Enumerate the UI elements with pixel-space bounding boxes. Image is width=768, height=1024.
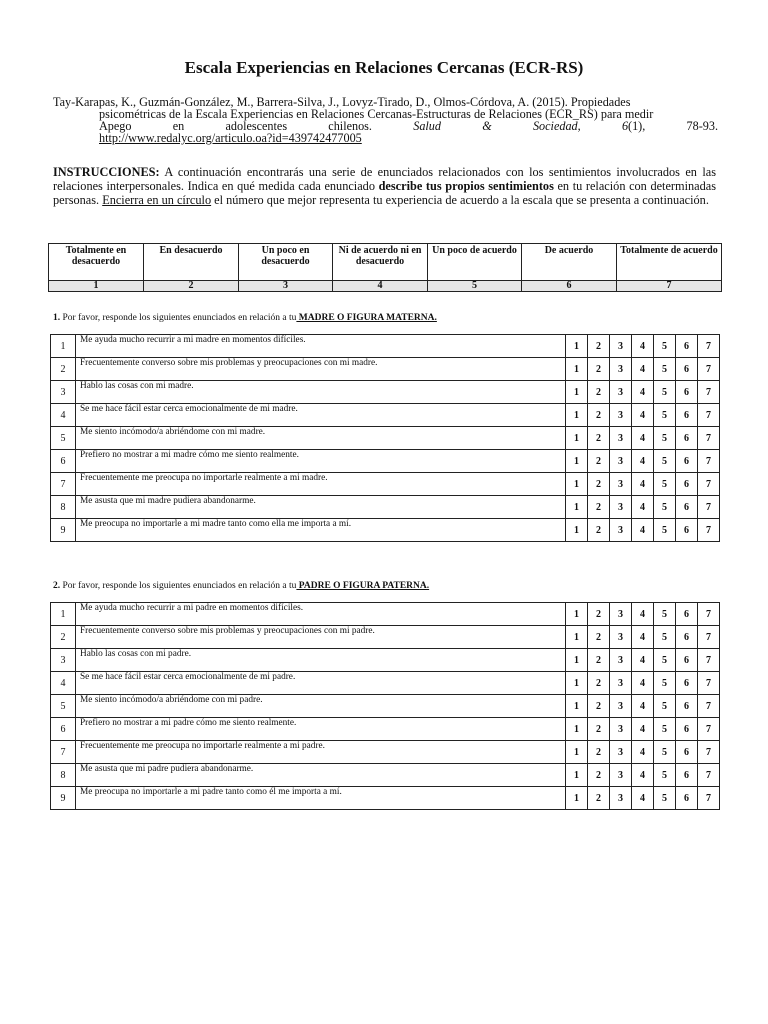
response-option-7[interactable]: 7 bbox=[698, 695, 720, 718]
response-option-7[interactable]: 7 bbox=[698, 404, 720, 427]
response-option-4[interactable]: 4 bbox=[632, 335, 654, 358]
item-statement: Hablo las cosas con mi madre. bbox=[76, 381, 566, 404]
scale-label: Ni de acuerdo ni en desacuerdo bbox=[333, 244, 428, 281]
item-row bbox=[51, 381, 720, 404]
response-option-4[interactable]: 4 bbox=[632, 764, 654, 787]
response-option-6[interactable]: 6 bbox=[676, 427, 698, 450]
response-option-3[interactable]: 3 bbox=[610, 473, 632, 496]
scale-label: Un poco en desacuerdo bbox=[239, 244, 333, 281]
item-row bbox=[51, 603, 720, 626]
item-statement: Se me hace fácil estar cerca emocionalmente de mi madre. bbox=[76, 404, 566, 427]
response-option-4[interactable]: 4 bbox=[632, 603, 654, 626]
response-option-7[interactable]: 7 bbox=[698, 427, 720, 450]
item-row bbox=[51, 473, 720, 496]
response-option-6[interactable]: 6 bbox=[676, 626, 698, 649]
response-option-2[interactable]: 2 bbox=[588, 649, 610, 672]
response-option-7[interactable]: 7 bbox=[698, 672, 720, 695]
item-statement: Frecuentemente converso sobre mis problemas y preocupaciones con mi madre. bbox=[76, 358, 566, 381]
item-row bbox=[51, 695, 720, 718]
response-option-1[interactable]: 1 bbox=[566, 519, 588, 542]
response-option-7[interactable]: 7 bbox=[698, 335, 720, 358]
response-option-1[interactable]: 1 bbox=[566, 603, 588, 626]
response-option-5[interactable]: 5 bbox=[654, 519, 676, 542]
response-option-6[interactable]: 6 bbox=[676, 764, 698, 787]
item-number: 5 bbox=[51, 427, 76, 450]
response-option-4[interactable]: 4 bbox=[632, 519, 654, 542]
response-option-1[interactable]: 1 bbox=[566, 381, 588, 404]
citation-volume: 6 bbox=[621, 119, 629, 133]
response-option-3[interactable]: 3 bbox=[610, 404, 632, 427]
item-statement: Frecuentemente converso sobre mis problemas y preocupaciones con mi padre. bbox=[76, 626, 566, 649]
response-option-4[interactable]: 4 bbox=[632, 695, 654, 718]
response-option-2[interactable]: 2 bbox=[588, 718, 610, 741]
instructions-underline: Encierra en un círculo bbox=[102, 193, 212, 208]
response-option-3[interactable]: 3 bbox=[610, 519, 632, 542]
scale-labels-row bbox=[49, 244, 722, 281]
response-option-2[interactable]: 2 bbox=[588, 741, 610, 764]
response-option-4[interactable]: 4 bbox=[632, 741, 654, 764]
item-row bbox=[51, 519, 720, 542]
item-statement: Prefiero no mostrar a mi padre cómo me siento realmente. bbox=[76, 718, 566, 741]
response-option-3[interactable]: 3 bbox=[610, 649, 632, 672]
response-option-6[interactable]: 6 bbox=[676, 381, 698, 404]
response-option-6[interactable]: 6 bbox=[676, 718, 698, 741]
response-option-6[interactable]: 6 bbox=[676, 649, 698, 672]
response-option-4[interactable]: 4 bbox=[632, 404, 654, 427]
scale-number: 2 bbox=[144, 281, 239, 292]
response-option-1[interactable]: 1 bbox=[566, 695, 588, 718]
item-number: 2 bbox=[51, 358, 76, 381]
response-option-7[interactable]: 7 bbox=[698, 496, 720, 519]
response-option-1[interactable]: 1 bbox=[566, 718, 588, 741]
response-option-6[interactable]: 6 bbox=[676, 741, 698, 764]
response-option-2[interactable]: 2 bbox=[588, 764, 610, 787]
section-2-items bbox=[50, 602, 720, 810]
item-statement: Se me hace fácil estar cerca emocionalmente de mi padre. bbox=[76, 672, 566, 695]
response-option-3[interactable]: 3 bbox=[610, 787, 632, 810]
response-option-5[interactable]: 5 bbox=[654, 450, 676, 473]
item-statement: Hablo las cosas con mi padre. bbox=[76, 649, 566, 672]
instructions-text-2: en tu relación con determinadas personas. bbox=[53, 179, 717, 208]
instructions-bold: describe tus propios sentimientos bbox=[378, 179, 554, 194]
response-option-2[interactable]: 2 bbox=[588, 787, 610, 810]
item-statement: Me preocupa no importarle a mi madre tanto como ella me importa a mí. bbox=[76, 519, 566, 542]
instructions-lead: INSTRUCCIONES: bbox=[53, 165, 160, 179]
response-option-7[interactable]: 7 bbox=[698, 450, 720, 473]
section-2-number: 2. bbox=[53, 581, 61, 591]
response-option-4[interactable]: 4 bbox=[632, 649, 654, 672]
response-option-6[interactable]: 6 bbox=[676, 672, 698, 695]
section-2-title bbox=[53, 581, 429, 591]
response-option-2[interactable]: 2 bbox=[588, 381, 610, 404]
item-number: 9 bbox=[51, 787, 76, 810]
response-option-7[interactable]: 7 bbox=[698, 649, 720, 672]
response-option-7[interactable]: 7 bbox=[698, 626, 720, 649]
instructions-text-3: el número que mejor representa tu experiencia de acuerdo a la escala que se presenta a continuación. bbox=[211, 193, 709, 208]
response-option-5[interactable]: 5 bbox=[654, 473, 676, 496]
item-number: 3 bbox=[51, 381, 76, 404]
response-option-3[interactable]: 3 bbox=[610, 358, 632, 381]
item-number: 7 bbox=[51, 473, 76, 496]
response-option-1[interactable]: 1 bbox=[566, 358, 588, 381]
response-option-4[interactable]: 4 bbox=[632, 718, 654, 741]
response-option-2[interactable]: 2 bbox=[588, 603, 610, 626]
response-option-1[interactable]: 1 bbox=[566, 450, 588, 473]
response-option-4[interactable]: 4 bbox=[632, 672, 654, 695]
response-option-1[interactable]: 1 bbox=[566, 649, 588, 672]
response-option-4[interactable]: 4 bbox=[632, 381, 654, 404]
response-option-1[interactable]: 1 bbox=[566, 787, 588, 810]
response-option-1[interactable]: 1 bbox=[566, 473, 588, 496]
response-option-7[interactable]: 7 bbox=[698, 381, 720, 404]
item-row bbox=[51, 649, 720, 672]
response-option-2[interactable]: 2 bbox=[588, 695, 610, 718]
item-row bbox=[51, 404, 720, 427]
response-option-4[interactable]: 4 bbox=[632, 427, 654, 450]
response-option-3[interactable]: 3 bbox=[610, 381, 632, 404]
scale-number: 7 bbox=[617, 281, 722, 292]
section-2-target: PADRE O FIGURA PATERNA. bbox=[296, 581, 430, 591]
response-option-5[interactable]: 5 bbox=[654, 787, 676, 810]
response-option-4[interactable]: 4 bbox=[632, 626, 654, 649]
scale-label: En desacuerdo bbox=[144, 244, 239, 281]
scale-number: 6 bbox=[522, 281, 617, 292]
item-statement: Frecuentemente me preocupa no importarle realmente a mi madre. bbox=[76, 473, 566, 496]
response-option-7[interactable]: 7 bbox=[698, 519, 720, 542]
response-option-5[interactable]: 5 bbox=[654, 427, 676, 450]
response-option-3[interactable]: 3 bbox=[610, 335, 632, 358]
response-option-5[interactable]: 5 bbox=[654, 358, 676, 381]
response-option-4[interactable]: 4 bbox=[632, 358, 654, 381]
item-row bbox=[51, 672, 720, 695]
item-statement: Me asusta que mi padre pudiera abandonarme. bbox=[76, 764, 566, 787]
response-option-4[interactable]: 4 bbox=[632, 496, 654, 519]
response-option-2[interactable]: 2 bbox=[588, 427, 610, 450]
response-option-6[interactable]: 6 bbox=[676, 404, 698, 427]
item-row bbox=[51, 741, 720, 764]
response-option-1[interactable]: 1 bbox=[566, 672, 588, 695]
response-option-5[interactable]: 5 bbox=[654, 381, 676, 404]
response-option-6[interactable]: 6 bbox=[676, 450, 698, 473]
response-option-3[interactable]: 3 bbox=[610, 695, 632, 718]
scale-legend bbox=[48, 243, 722, 292]
response-option-5[interactable]: 5 bbox=[654, 335, 676, 358]
response-option-2[interactable]: 2 bbox=[588, 335, 610, 358]
response-option-6[interactable]: 6 bbox=[676, 496, 698, 519]
response-option-2[interactable]: 2 bbox=[588, 358, 610, 381]
citation-line-2: psicométricas de la Escala Experiencias en Relaciones Cercanas-Estructuras de Relaciones (ECR_RS) para medir bbox=[99, 107, 654, 121]
response-option-3[interactable]: 3 bbox=[610, 741, 632, 764]
scale-number: 3 bbox=[239, 281, 333, 292]
scale-label: Totalmente de acuerdo bbox=[617, 244, 722, 281]
item-number: 6 bbox=[51, 718, 76, 741]
response-option-5[interactable]: 5 bbox=[654, 496, 676, 519]
item-number: 8 bbox=[51, 496, 76, 519]
item-number: 1 bbox=[51, 603, 76, 626]
response-option-6[interactable]: 6 bbox=[676, 335, 698, 358]
citation-url[interactable]: http://www.redalyc.org/articulo.oa?id=439742477005 bbox=[99, 131, 362, 145]
response-option-7[interactable]: 7 bbox=[698, 603, 720, 626]
item-row bbox=[51, 718, 720, 741]
response-option-4[interactable]: 4 bbox=[632, 450, 654, 473]
response-option-3[interactable]: 3 bbox=[610, 427, 632, 450]
scale-label: De acuerdo bbox=[522, 244, 617, 281]
response-option-1[interactable]: 1 bbox=[566, 741, 588, 764]
item-statement: Me siento incómodo/a abriéndome con mi madre. bbox=[76, 427, 566, 450]
citation-line-3b: (1), 78-93. bbox=[628, 119, 719, 133]
response-option-1[interactable]: 1 bbox=[566, 764, 588, 787]
item-row bbox=[51, 764, 720, 787]
response-option-2[interactable]: 2 bbox=[588, 519, 610, 542]
citation-journal: Salud & Sociedad, bbox=[413, 119, 581, 133]
response-option-5[interactable]: 5 bbox=[654, 718, 676, 741]
scale-numbers-row bbox=[49, 281, 722, 292]
item-row bbox=[51, 335, 720, 358]
response-option-2[interactable]: 2 bbox=[588, 672, 610, 695]
response-option-1[interactable]: 1 bbox=[566, 427, 588, 450]
response-option-2[interactable]: 2 bbox=[588, 473, 610, 496]
item-statement: Prefiero no mostrar a mi madre cómo me siento realmente. bbox=[76, 450, 566, 473]
section-1-items bbox=[50, 334, 720, 542]
scale-label: Un poco de acuerdo bbox=[428, 244, 522, 281]
response-option-6[interactable]: 6 bbox=[676, 695, 698, 718]
response-option-5[interactable]: 5 bbox=[654, 695, 676, 718]
item-statement: Me ayuda mucho recurrir a mi madre en momentos difíciles. bbox=[76, 335, 566, 358]
response-option-6[interactable]: 6 bbox=[676, 787, 698, 810]
response-option-3[interactable]: 3 bbox=[610, 672, 632, 695]
item-number: 5 bbox=[51, 695, 76, 718]
scale-label: Totalmente en desacuerdo bbox=[49, 244, 144, 281]
response-option-7[interactable]: 7 bbox=[698, 358, 720, 381]
item-number: 3 bbox=[51, 649, 76, 672]
item-statement: Me ayuda mucho recurrir a mi padre en momentos difíciles. bbox=[76, 603, 566, 626]
item-row bbox=[51, 450, 720, 473]
item-number: 7 bbox=[51, 741, 76, 764]
item-statement: Me siento incómodo/a abriéndome con mi padre. bbox=[76, 695, 566, 718]
response-option-2[interactable]: 2 bbox=[588, 496, 610, 519]
response-option-5[interactable]: 5 bbox=[654, 626, 676, 649]
document-title: Escala Experiencias en Relaciones Cercanas (ECR-RS) bbox=[184, 58, 584, 77]
item-number: 4 bbox=[51, 672, 76, 695]
response-option-3[interactable]: 3 bbox=[610, 450, 632, 473]
section-2-prompt: Por favor, responde los siguientes enunciados en relación a tu bbox=[60, 581, 297, 591]
response-option-7[interactable]: 7 bbox=[698, 741, 720, 764]
response-option-7[interactable]: 7 bbox=[698, 718, 720, 741]
item-statement: Me preocupa no importarle a mi padre tanto como él me importa a mí. bbox=[76, 787, 566, 810]
response-option-6[interactable]: 6 bbox=[676, 603, 698, 626]
item-number: 9 bbox=[51, 519, 76, 542]
response-option-5[interactable]: 5 bbox=[654, 404, 676, 427]
item-row bbox=[51, 787, 720, 810]
instructions bbox=[53, 165, 716, 208]
instructions-text-1: A continuación encontrarás una serie de enunciados relacionados con los sentimientos involucrados en las relaciones interpersonales. Indica en qué medida cada enunciado bbox=[53, 165, 716, 194]
response-option-3[interactable]: 3 bbox=[610, 496, 632, 519]
response-option-1[interactable]: 1 bbox=[566, 335, 588, 358]
item-row bbox=[51, 496, 720, 519]
item-number: 8 bbox=[51, 764, 76, 787]
response-option-6[interactable]: 6 bbox=[676, 358, 698, 381]
response-option-4[interactable]: 4 bbox=[632, 473, 654, 496]
response-option-3[interactable]: 3 bbox=[610, 764, 632, 787]
response-option-1[interactable]: 1 bbox=[566, 626, 588, 649]
response-option-2[interactable]: 2 bbox=[588, 450, 610, 473]
item-statement: Me asusta que mi madre pudiera abandonarme. bbox=[76, 496, 566, 519]
response-option-7[interactable]: 7 bbox=[698, 473, 720, 496]
response-option-5[interactable]: 5 bbox=[654, 672, 676, 695]
response-option-3[interactable]: 3 bbox=[610, 603, 632, 626]
response-option-3[interactable]: 3 bbox=[610, 626, 632, 649]
response-option-3[interactable]: 3 bbox=[610, 718, 632, 741]
scale-number: 4 bbox=[333, 281, 428, 292]
item-statement: Frecuentemente me preocupa no importarle realmente a mi padre. bbox=[76, 741, 566, 764]
item-number: 2 bbox=[51, 626, 76, 649]
response-option-6[interactable]: 6 bbox=[676, 473, 698, 496]
item-row bbox=[51, 358, 720, 381]
section-1-title bbox=[53, 313, 437, 323]
response-option-5[interactable]: 5 bbox=[654, 741, 676, 764]
response-option-2[interactable]: 2 bbox=[588, 404, 610, 427]
response-option-4[interactable]: 4 bbox=[632, 787, 654, 810]
item-row bbox=[51, 427, 720, 450]
response-option-1[interactable]: 1 bbox=[566, 404, 588, 427]
scale-number: 1 bbox=[49, 281, 144, 292]
response-option-7[interactable]: 7 bbox=[698, 764, 720, 787]
citation-line-1: Tay-Karapas, K., Guzmán-González, M., Barrera-Silva, J., Lovyz-Tirado, D., Olmos-Córdova, A. (2015). Propiedades bbox=[53, 95, 631, 109]
item-number: 4 bbox=[51, 404, 76, 427]
response-option-2[interactable]: 2 bbox=[588, 626, 610, 649]
response-option-5[interactable]: 5 bbox=[654, 649, 676, 672]
response-option-5[interactable]: 5 bbox=[654, 764, 676, 787]
response-option-6[interactable]: 6 bbox=[676, 519, 698, 542]
section-1-prompt: Por favor, responde los siguientes enunciados en relación a tu bbox=[60, 313, 297, 323]
item-number: 1 bbox=[51, 335, 76, 358]
citation bbox=[53, 96, 718, 144]
section-1-number: 1. bbox=[53, 313, 61, 323]
response-option-1[interactable]: 1 bbox=[566, 496, 588, 519]
citation-line-3a: Apego en adolescentes chilenos. bbox=[99, 119, 372, 133]
response-option-7[interactable]: 7 bbox=[698, 787, 720, 810]
scale-number: 5 bbox=[428, 281, 522, 292]
item-number: 6 bbox=[51, 450, 76, 473]
section-1-target: MADRE O FIGURA MATERNA. bbox=[296, 313, 437, 323]
item-row bbox=[51, 626, 720, 649]
response-option-5[interactable]: 5 bbox=[654, 603, 676, 626]
